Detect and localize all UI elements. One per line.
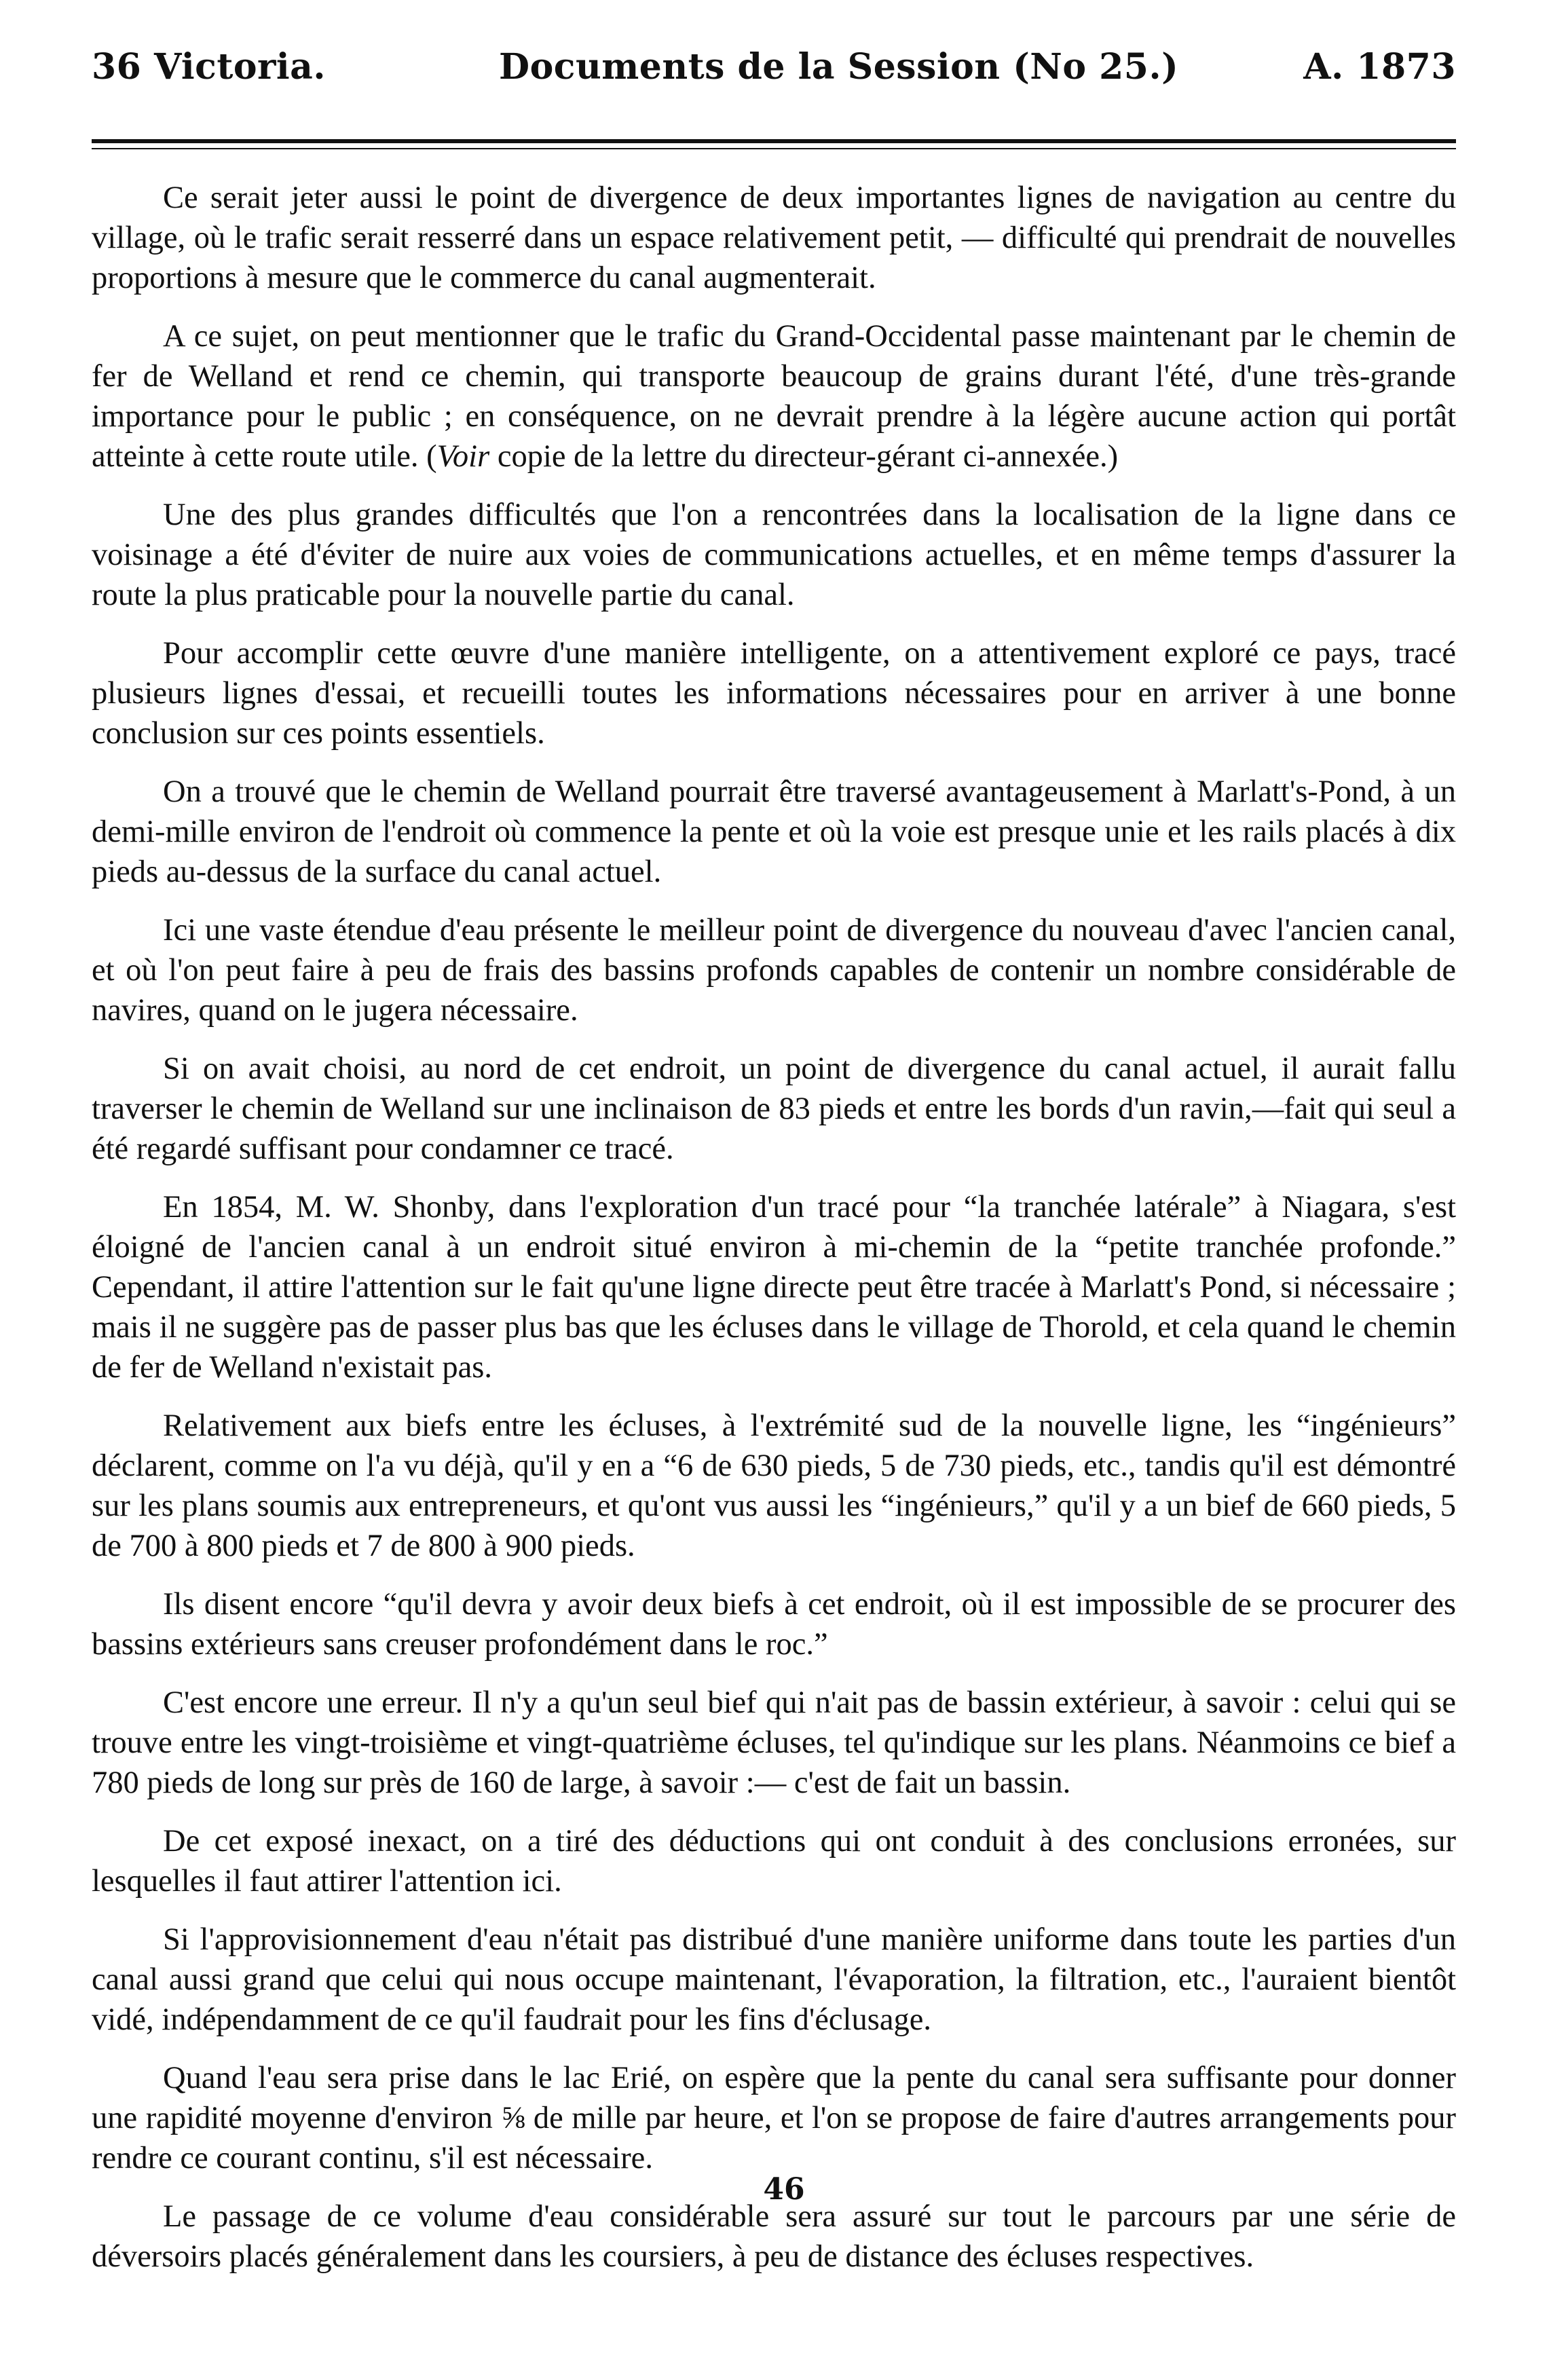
paragraph: Si l'approvisionnement d'eau n'était pas distribué d'une manière uniforme dans toute les parties d'un canal aussi grand que celui qui nous occupe maintenant, l'évaporation, la filtration, etc., l'auraient bientôt vidé, indépendamment de ce qu'il faudrait pour les fins d'éclusage. xyxy=(92,1922,1456,2037)
paragraph-emphasis: Voir xyxy=(436,439,490,474)
paragraph: Ici une vaste étendue d'eau présente le meilleur point de divergence du nouveau d'avec l'ancien canal, et où l'on peut faire à peu de frais des bassins profonds capables de contenir un nombre considérable de navires, quand on le jugera nécessaire. xyxy=(92,913,1456,1028)
paragraph: Une des plus grandes difficultés que l'on a rencontrées dans la localisation de la ligne dans ce voisinage a été d'éviter de nuire aux voies de communications actuelles, et en même temps d'assurer la route la plus praticable pour la nouvelle partie du canal. xyxy=(92,498,1456,612)
header-volume: 36 Victoria. xyxy=(92,46,326,88)
paragraph: On a trouvé que le chemin de Welland pourrait être traversé avantageusement à Marlatt's-Pond, à un demi-mille environ de l'endroit où commence la pente et où la voie est presque unie et les rails placés à dix pieds au-dessus de la surface du canal actuel. xyxy=(92,774,1456,889)
page-number: 46 xyxy=(763,2172,805,2207)
paragraph: Si on avait choisi, au nord de cet endroit, un point de divergence du canal actuel, il aurait fallu traverser le chemin de Welland sur une inclinaison de 83 pieds et entre les bords d'un ravin,—fait qui seul a été regardé suffisant pour condamner ce tracé. xyxy=(92,1051,1456,1166)
paragraph: Quand l'eau sera prise dans le lac Erié, on espère que la pente du canal sera suffisante pour donner une rapidité moyenne d'environ ⅝ de mille par heure, et l'on se propose de faire d'autres arrangements pour rendre ce courant continu, s'il est nécessaire. xyxy=(92,2061,1456,2175)
paragraph: Relativement aux biefs entre les écluses, à l'extrémité sud de la nouvelle ligne, les “ingénieurs” déclarent, comme on l'a vu déjà, qu'il y en a “6 de 630 pieds, 5 de 730 pieds, etc., tandis qu'il est démontré sur les plans soumis aux entrepreneurs, et qu'ont vus aussi les “ingénieurs,” qu'il y a un bief de 660 pieds, 5 de 700 à 800 pieds et 7 de 800 à 900 pieds. xyxy=(92,1408,1456,1563)
body-text xyxy=(92,178,1456,2295)
paragraph: De cet exposé inexact, on a tiré des déductions qui ont conduit à des conclusions erronées, sur lesquelles il faut attirer l'attention ici. xyxy=(92,1824,1456,1899)
paragraph: Ils disent encore “qu'il devra y avoir deux biefs à cet endroit, où il est impossible de se procurer des bassins extérieurs sans creuser profondément dans le roc.” xyxy=(92,1587,1456,1662)
paragraph: En 1854, M. W. Shonby, dans l'exploration d'un tracé pour “la tranchée latérale” à Niagara, s'est éloigné de l'ancien canal à un endroit situé environ à mi-chemin de la “petite tranchée profonde.” Cependant, il attire l'attention sur le fait qu'une ligne directe peut être tracée à Marlatt's Pond, si nécessaire ; mais il ne suggère pas de passer plus bas que les écluses dans le village de Thorold, et cela quand le chemin de fer de Welland n'existait pas. xyxy=(92,1190,1456,1385)
paragraph: Pour accomplir cette œuvre d'une manière intelligente, on a attentivement exploré ce pays, tracé plusieurs lignes d'essai, et recueilli toutes les informations nécessaires pour en arriver à une bonne conclusion sur ces points essentiels. xyxy=(92,636,1456,751)
header-rule-thick xyxy=(92,139,1456,143)
paragraph: Le passage de ce volume d'eau considérable sera assuré sur tout le parcours par une série de déversoirs placés généralement dans les coursiers, à peu de distance des écluses respectives. xyxy=(92,2199,1456,2274)
header-title: Documents de la Session (No 25.) xyxy=(499,46,1179,88)
paragraph-text: A ce sujet, on peut mentionner que le trafic du Grand-Occidental passe maintenant par le chemin de fer de Welland et rend ce chemin, qui transporte beaucoup de grains durant l'été, d'une très-grande importance pour le public ; en conséquence, on ne devrait prendre à la légère aucune action qui portât atteinte à cette route utile. ( xyxy=(92,319,1456,474)
paragraph: C'est encore une erreur. Il n'y a qu'un seul bief qui n'ait pas de bassin extérieur, à savoir : celui qui se trouve entre les vingt-troisième et vingt-quatrième écluses, tel qu'indique sur les plans. Néanmoins ce bief a 780 pieds de long sur près de 160 de large, à savoir :— c'est de fait un bassin. xyxy=(92,1685,1456,1800)
paragraph: Ce serait jeter aussi le point de divergence de deux importantes lignes de navigation au centre du village, où le trafic serait resserré dans un espace relativement petit, — difficulté qui prendrait de nouvelles proportions à mesure que le commerce du canal augmenterait. xyxy=(92,181,1456,295)
header-rule-thin xyxy=(92,148,1456,149)
paragraph xyxy=(92,316,1456,477)
header-year: A. 1873 xyxy=(1303,46,1456,88)
running-header xyxy=(92,46,1456,100)
paragraph-text: copie de la lettre du directeur-gérant ci-annexée.) xyxy=(489,439,1119,474)
